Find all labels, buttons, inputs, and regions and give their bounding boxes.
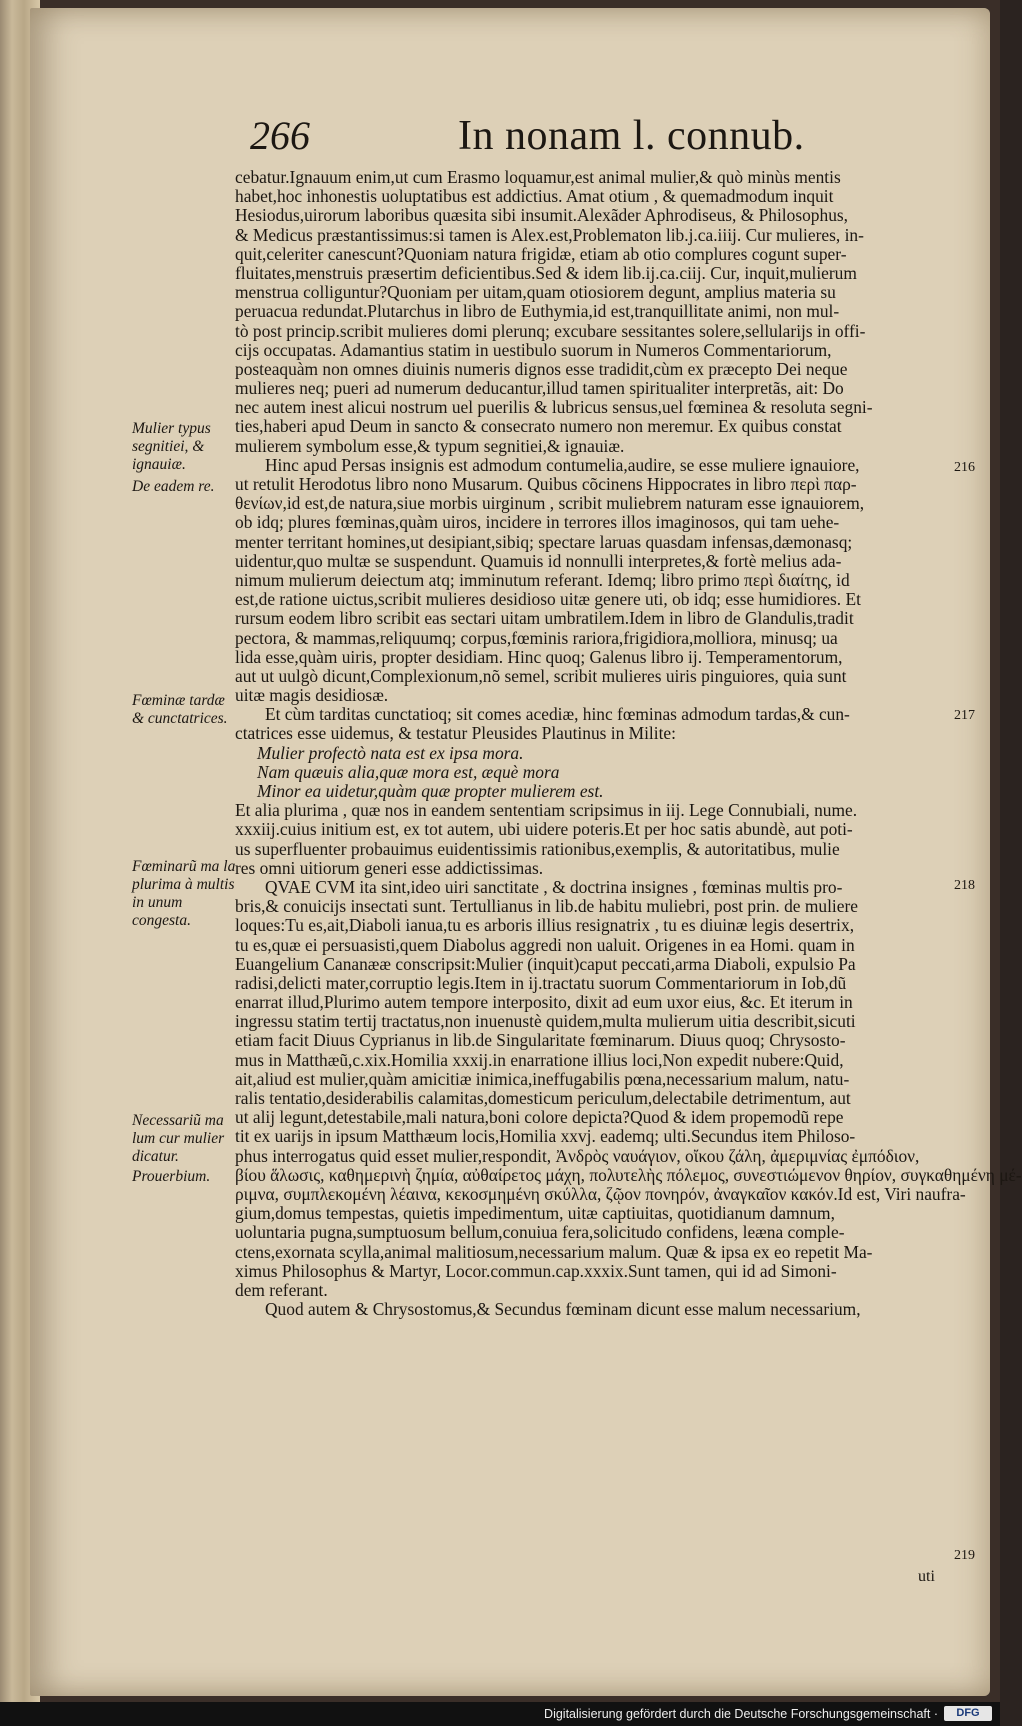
text-line: aut ut uulgò dicunt,Complexionum,nõ semel, scribit mulieres uiris pinguiores, quia sunt	[235, 665, 847, 686]
text-line: ctens,exornata scylla,animal malitiosum,necessarium malum. Quæ & ipsa ex eo repetit Ma-	[235, 1241, 873, 1262]
text-line: tit ex uarijs in ipsum Matthæum locis,Homilia xxvj. eademq; ulti.Secundus item Philoso-	[235, 1126, 856, 1147]
text-line: res omni uitiorum generi esse addictissimas.	[235, 857, 544, 878]
text-line: mus in Matthæũ,c.xix.Homilia xxxij.in enarratione illius loci,Non expedit nubere:Quid,	[235, 1049, 844, 1070]
marginal-note: Fœminæ tardæ & cunctatrices.	[132, 692, 228, 727]
catchword: uti	[918, 1568, 935, 1585]
text-line: Quod autem & Chrysostomus,& Secundus fœminam dicunt esse malum necessarium,	[265, 1299, 861, 1320]
text-line: nimum mulierum deiectum atq; imminutum referant. Idemq; libro primo περὶ διαίτης, id	[235, 569, 850, 590]
text-line: βίου ἅλωσις, καθημερινὴ ζημία, αὐθαίρετος μάχη, πολυτελὴς πόλεμος, συνεστιώμενον θηρίον, συγκαθημένη μέ-	[235, 1164, 1022, 1185]
text-line: peruacua redundat.Plutarchus in libro de Euthymia,id est,tranquillitate animi, non mul-	[235, 301, 840, 322]
marginal-note: Prouerbium.	[132, 1168, 211, 1185]
text-line: loques:Tu es,ait,Diaboli ianua,tu es arboris illius resignatrix , tu es diuinæ legis desertrix,	[235, 915, 855, 936]
text-line: rursum eodem libro scribit eas sectari uitam umbratilem.Idem in libro de Glandulis,tradit	[235, 608, 854, 629]
section-number: 218	[954, 878, 975, 893]
text-line: uoluntaria pugna,sumptuosum bellum,conuiua fera,solicitudo confidens, leæna comple-	[235, 1222, 845, 1243]
marginal-note: Necessariũ ma lum cur mulier dicatur.	[132, 1112, 225, 1165]
text-line: bris,& conuicijs insectati sunt. Tertullianus in lib.de habitu muliebri, post prin. de muliere	[235, 896, 858, 917]
text-line: ait,aliud est mulier,quàm amicitiæ inimica,ineffugabilis pœna,necessarium malum, natu-	[235, 1068, 850, 1089]
text-line: ριμνα, συμπλεκομένη λέαινα, κεκοσμημένη σκύλλα, ζῷον πονηρόν, ἀναγκαῖον κακόν.Id est, Viri naufra-	[235, 1183, 966, 1204]
page-header	[240, 112, 920, 162]
text-line: pectora, & mammas,reliquumq; corpus,fœminis rariora,frigidiora,molliora, minusq; ua	[235, 627, 838, 648]
text-line: etiam facit Diuus Cyprianus in lib.de Singularitate fœminarum. Diuus quoq; Chrysosto-	[235, 1030, 846, 1051]
text-line: mulieres neq; pueri ad numerum deducantur,illud tamen spiritualiter interpretãs, ait: Do	[235, 378, 844, 399]
page-number: 266	[250, 113, 310, 158]
text-line: fluitates,menstruis præsertim deficientibus.Sed & idem lib.ij.ca.ciij. Cur, inquit,mulierum	[235, 262, 857, 283]
text-line: ob idq; plures fœminas,quàm uiros, incidere in terrores illos imaginosos, qui tam uehe-	[235, 512, 840, 533]
text-line: uitæ magis desidiosæ.	[235, 685, 389, 706]
dfg-logo[interactable]: DFG	[944, 1706, 992, 1721]
text-line: menstrua colliguntur?Quoniam per uitam,quam otiosiorem degunt, amplius materia su	[235, 282, 836, 303]
text-line: Euangelium Cananææ conscripsit:Mulier (inquit)caput peccati,arma Diaboli, expulsio Pa	[235, 953, 856, 974]
text-line: Et cùm tarditas cunctatioq; sit comes acediæ, hinc fœminas admodum tardas,& cun-	[265, 704, 850, 725]
text-line: mulierem symbolum esse,& typum segnitiei,& ignauiæ.	[235, 435, 625, 456]
text-line: phus interrogatus quid esset mulier,respondit, Ἀνδρὸς ναυάγιον, οἴκου ζάλη, ἀμεριμνίας ἐμπόδιον,	[235, 1145, 920, 1166]
section-number: 216	[954, 460, 975, 475]
text-line: ut alij legunt,detestabile,mali natura,boni colore depicta?Quod & idem propemodũ repe	[235, 1107, 844, 1128]
marginal-note: De eadem re.	[132, 478, 215, 495]
text-line: ctatrices esse uidemus, & testatur Pleusides Plautinus in Milite:	[235, 723, 676, 744]
text-line: dem referant.	[235, 1279, 328, 1300]
text-line: lida esse,quàm uiris, propter desidiam. Hinc quoq; Galenus libro ij. Temperamentorum,	[235, 646, 843, 667]
text-line: est,de ratione uictus,scribit mulieres desidioso uitæ genere uti, ob idq; esse humidiores. Et	[235, 589, 861, 610]
section-number: 219	[954, 1548, 975, 1563]
text-line: ties,haberi apud Deum in sancto & consecrato numero non meremur. Ex quibus constat	[235, 416, 842, 437]
text-line: & Medicus præstantissimus:si tamen is Alex.est,Problematon lib.j.ca.iiij. Cur mulieres, in-	[235, 224, 864, 245]
text-line: radisi,delicti mater,corruptio legis.Item in ij.tractatu suorum Commentariorum in Iob,dũ	[235, 972, 847, 993]
text-line: posteaquàm non omnes diuinis numeris dignos esse tradidit,cùm ex præcepto Dei neque	[235, 358, 848, 379]
text-line: habet,hoc inhonestis uoluptatibus est addictius. Amat otium , & quemadmodum inquit	[235, 186, 834, 207]
text-line: Nam quæuis alia,quæ mora est, æquè mora	[257, 761, 560, 782]
text-line: us superfluenter probauimus euidentissimis rationibus,exemplis, & autoritatibus, mulie	[235, 838, 840, 859]
text-line: quit,celeriter canescunt?Quoniam natura frigidæ, etiam ab otio complures cogunt super-	[235, 243, 847, 264]
text-line: Et alia plurima , quæ nos in eandem sententiam scripsimus in iij. Lege Connubiali, nume.	[235, 800, 858, 821]
marginal-note: Fœminarũ ma la plurima à multis in unum congesta.	[132, 858, 236, 929]
text-line: gium,domus tempestas, quietis impedimentum, uitæ captiuitas, quotidianum damnum,	[235, 1203, 835, 1224]
text-line: tu es,quæ ei persuasisti,quem Diabolus aggredi non ualuit. Origenes in ea Homi. quam in	[235, 934, 855, 955]
text-line: QVAE CVM ita sint,ideo uiri sanctitate , & doctrina insignes , fœminas multis pro-	[265, 876, 843, 897]
footer-bar	[0, 1702, 1000, 1726]
text-line: Mulier profectò nata est ex ipsa mora.	[257, 742, 524, 763]
footer-credit: Digitalisierung gefördert durch die Deutsche Forschungsgemeinschaft ·	[544, 1707, 938, 1721]
text-line: Hinc apud Persas insignis est admodum contumelia,audire, se esse muliere ignauiore,	[265, 454, 860, 475]
running-head: In nonam l. connub.	[458, 113, 805, 159]
text-line: nec autem inest alicui nostrum uel puerilis & lubricus sensus,uel fœminea & resoluta segni-	[235, 397, 873, 418]
text-line: menter territant homines,ut desipiant,sibiq; spectare laruas quasdam infensas,dæmonasq;	[235, 531, 853, 552]
text-line: ximus Philosophus & Martyr, Locor.commun.cap.xxxix.Sunt tamen, qui id ad Simoni-	[235, 1260, 837, 1281]
text-line: ut retulit Herodotus libro nono Musarum. Quibus cõcinens Hippocrates in libro περὶ παρ-	[235, 474, 857, 494]
text-line: ingressu statim tertij tractatus,non inuenustè quidem,multa mulierum uitia describit,sicuti	[235, 1011, 856, 1032]
marginal-note: Mulier typus segnitiei, & ignauiæ.	[132, 420, 211, 473]
text-line: cijs occupatas. Adamantius statim in uestibulo suorum in Numeros Commentariorum,	[235, 339, 832, 360]
text-line: enarrat illud,Plurimo autem tempore interposito, dixit ad eum uxor eius, &c. Et iterum in	[235, 992, 853, 1013]
text-line: uidentur,quo multæ se suspendunt. Quamuis id nonnulli interpretes,& fortè melius ada-	[235, 550, 842, 571]
section-number: 217	[954, 708, 975, 723]
text-line: Minor ea uidetur,quàm quæ propter mulierem est.	[257, 781, 604, 801]
text-line: xxxiij.cuius initium est, ex tot autem, ubi uidere poteris.Et per hoc satis abundè, aut poti-	[235, 819, 853, 840]
text-line: cebatur.Ignauum enim,ut cum Erasmo loquamur,est animal mulier,& quò minùs mentis	[235, 167, 841, 187]
text-line: Hesiodus,uirorum laboribus quæsita sibi insumit.Alexãder Aphrodiseus, & Philosophus,	[235, 205, 849, 226]
text-line: ralis tentatio,desiderabilis calamitas,domesticum periculum,delectabile detrimentum, aut	[235, 1088, 851, 1108]
text-line: tò post princip.scribit mulieres domi plerunq; excubare sessitantes solere,sellularijs in offi-	[235, 320, 866, 341]
text-line: θενίων,id est,de natura,siue morbis uirginum , scribit muliebrem naturam esse ignauiorem,	[235, 493, 865, 514]
